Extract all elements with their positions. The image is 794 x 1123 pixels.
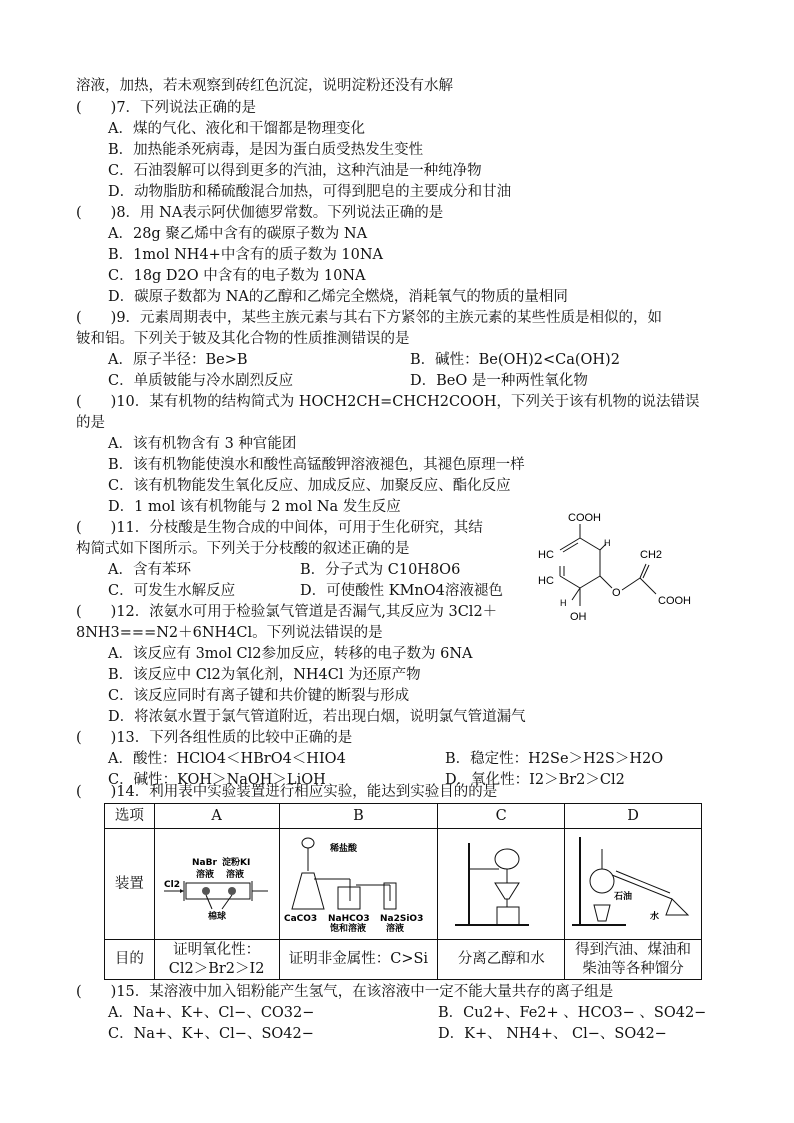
q11-option-d[interactable]: D．可使酸性 KMnO4溶液褪色 <box>300 583 503 599</box>
q8-option-d[interactable]: D．碳原子数都为 NA的乙醇和乙烯完全燃烧，消耗氧气的物质的量相同 <box>108 289 568 305</box>
struct-h-1: H <box>604 538 611 548</box>
apparatus-d-drawing <box>566 829 700 933</box>
q9-option-a[interactable]: A．原子半径：Be>B <box>108 352 248 368</box>
q10-option-b[interactable]: B．该有机物能使溴水和酸性高锰酸钾溶液褪色，其褪色原理一样 <box>108 457 525 473</box>
q8-stem: ( )8．用 NA表示阿伏伽德罗常数。下列说法正确的是 <box>76 205 444 221</box>
q9-option-c[interactable]: C．单质铍能与冷水剧烈反应 <box>108 373 294 389</box>
table-col-a: A <box>154 804 279 829</box>
q10-option-c[interactable]: C．该有机物能发生氧化反应、加成反应、加聚反应、酯化反应 <box>108 478 511 494</box>
svg-text:溶液: 溶液 <box>225 870 244 880</box>
table-col-b: B <box>279 804 438 829</box>
q15-option-c[interactable]: C．Na+、K+、Cl−、SO42− <box>108 1026 314 1042</box>
q15-option-a[interactable]: A．Na+、K+、Cl−、CO32− <box>108 1005 315 1021</box>
q7-option-b[interactable]: B．加热能杀死病毒，是因为蛋白质受热发生变性 <box>108 142 424 158</box>
apparatus-c-drawing <box>439 829 563 933</box>
struct-h-2: H <box>560 598 567 608</box>
continued-text-line: 溶液，加热，若未观察到砖红色沉淀，说明淀粉还没有水解 <box>76 78 453 94</box>
q11-stem-cont: 构简式如下图所示。下列关于分枝酸的叙述正确的是 <box>76 541 410 557</box>
svg-text:水: 水 <box>650 912 660 922</box>
q10-stem-cont: 的是 <box>76 415 105 431</box>
q7-option-d[interactable]: D．动物脂肪和稀硫酸混合加热，可得到肥皂的主要成分和甘油 <box>108 184 512 200</box>
q11-option-c[interactable]: C．可发生水解反应 <box>108 583 236 599</box>
struct-cooh-top: COOH <box>568 512 601 524</box>
q9-option-b[interactable]: B．碱性：Be(OH)2<Ca(OH)2 <box>410 352 620 368</box>
purpose-d: 得到汽油、煤油和 柴油等各种馏分 <box>565 940 702 980</box>
q10-stem: ( )10．某有机物的结构简式为 HOCH2CH=CHCH2COOH，下列关于该有机物的说法错误 <box>76 394 700 410</box>
q12-option-a[interactable]: A．该反应有 3mol Cl2参加反应，转移的电子数为 6NA <box>108 646 473 662</box>
table-header-option: 选项 <box>105 804 155 829</box>
q14-stem: ( )14．利用表中实验装置进行相应实验，能达到实验目的的是 <box>76 784 498 800</box>
struct-oh: OH <box>570 611 587 623</box>
svg-text:溶液: 溶液 <box>386 924 405 933</box>
q13-option-d[interactable]: D．氧化性：I2＞Br2＞Cl2 <box>445 772 625 788</box>
q10-option-d[interactable]: D．1 mol 该有机物能与 2 mol Na 发生反应 <box>108 499 401 515</box>
svg-text:棉球: 棉球 <box>207 912 226 922</box>
svg-text:石油: 石油 <box>614 892 633 902</box>
table-col-d: D <box>565 804 702 829</box>
experiment-table <box>104 803 702 980</box>
svg-text:溶液: 溶液 <box>195 870 214 880</box>
q9-stem-cont: 铍和铝。下列关于铍及其化合物的性质推测错误的是 <box>76 331 410 347</box>
struct-ch2: CH2 <box>640 549 663 561</box>
struct-cooh-right: COOH <box>658 595 691 607</box>
apparatus-c <box>438 829 565 940</box>
svg-text:稀盐酸: 稀盐酸 <box>330 844 358 854</box>
q13-option-a[interactable]: A．酸性：HClO4＜HBrO4＜HIO4 <box>108 751 346 767</box>
svg-text:Cl2: Cl2 <box>163 880 180 890</box>
table-col-c: C <box>438 804 565 829</box>
q9-stem: ( )9．元素周期表中，某些主族元素与其右下方紧邻的主族元素的某些性质是相似的，如 <box>76 310 663 326</box>
chorismic-acid-structure <box>528 508 708 626</box>
q13-option-b[interactable]: B．稳定性：H2Se＞H2S＞H2O <box>445 751 664 767</box>
q12-option-c[interactable]: C．该反应同时有离子键和共价键的断裂与形成 <box>108 688 410 704</box>
struct-hc-1: HC <box>538 549 554 561</box>
apparatus-b <box>279 829 438 940</box>
q15-stem: ( )15．某溶液中加入铝粉能产生氢气，在该溶液中一定不能大量共存的离子组是 <box>76 984 614 1000</box>
purpose-c: 分离乙醇和水 <box>438 940 565 980</box>
svg-text:NaBr: NaBr <box>191 858 217 868</box>
apparatus-a <box>154 829 279 940</box>
svg-text:饱和溶液: 饱和溶液 <box>330 924 367 933</box>
q15-option-b[interactable]: B．Cu2+、Fe2+ 、HCO3− 、SO42− <box>438 1005 707 1021</box>
q13-option-c[interactable]: C．碱性：KOH＞NaOH＞LiOH <box>108 772 326 788</box>
q8-option-a[interactable]: A．28g 聚乙烯中含有的碳原子数为 NA <box>108 226 368 242</box>
q11-stem: ( )11．分枝酸是生物合成的中间体，可用于生化研究，其结 <box>76 520 483 536</box>
svg-text:NaHCO3: NaHCO3 <box>328 914 371 924</box>
q11-option-b[interactable]: B．分子式为 C10H8O6 <box>300 562 461 578</box>
q8-option-c[interactable]: C．18g D2O 中含有的电子数为 10NA <box>108 268 366 284</box>
apparatus-b-drawing <box>280 829 436 933</box>
svg-text:CaCO3: CaCO3 <box>284 914 318 924</box>
purpose-a: 证明氧化性： Cl2＞Br2＞I2 <box>154 940 279 980</box>
q15-option-d[interactable]: D．K+、 NH4+、 Cl−、SO42− <box>438 1026 667 1042</box>
purpose-b: 证明非金属性：C>Si <box>279 940 438 980</box>
q12-stem-cont: 8NH3===N2＋6NH4Cl。下列说法错误的是 <box>76 625 383 641</box>
table-row-apparatus: 装置 <box>105 829 155 940</box>
q7-stem: ( )7．下列说法正确的是 <box>76 100 257 116</box>
struct-o: O <box>612 587 621 599</box>
svg-text:淀粉KI: 淀粉KI <box>221 858 250 868</box>
q10-option-a[interactable]: A．该有机物含有 3 种官能团 <box>108 436 297 452</box>
q12-stem: ( )12．浓氨水可用于检验氯气管道是否漏气,其反应为 3Cl2＋ <box>76 604 498 620</box>
q9-option-d[interactable]: D．BeO 是一种两性氧化物 <box>410 373 588 389</box>
svg-text:Na2SiO3: Na2SiO3 <box>380 914 424 924</box>
q11-option-a[interactable]: A．含有苯环 <box>108 562 191 578</box>
apparatus-d <box>565 829 702 940</box>
q13-stem: ( )13．下列各组性质的比较中正确的是 <box>76 730 353 746</box>
table-row-purpose: 目的 <box>105 940 155 980</box>
q8-option-b[interactable]: B．1mol NH4+中含有的质子数为 10NA <box>108 247 384 263</box>
q7-option-a[interactable]: A．煤的气化、液化和干馏都是物理变化 <box>108 121 365 137</box>
struct-hc-2: HC <box>538 575 554 587</box>
q12-option-d[interactable]: D．将浓氨水置于氯气管道附近，若出现白烟，说明氯气管道漏气 <box>108 709 526 725</box>
apparatus-a-drawing <box>156 829 278 933</box>
q12-option-b[interactable]: B．该反应中 Cl2为氧化剂，NH4Cl 为还原产物 <box>108 667 421 683</box>
q7-option-c[interactable]: C．石油裂解可以得到更多的汽油，这种汽油是一种纯净物 <box>108 163 482 179</box>
